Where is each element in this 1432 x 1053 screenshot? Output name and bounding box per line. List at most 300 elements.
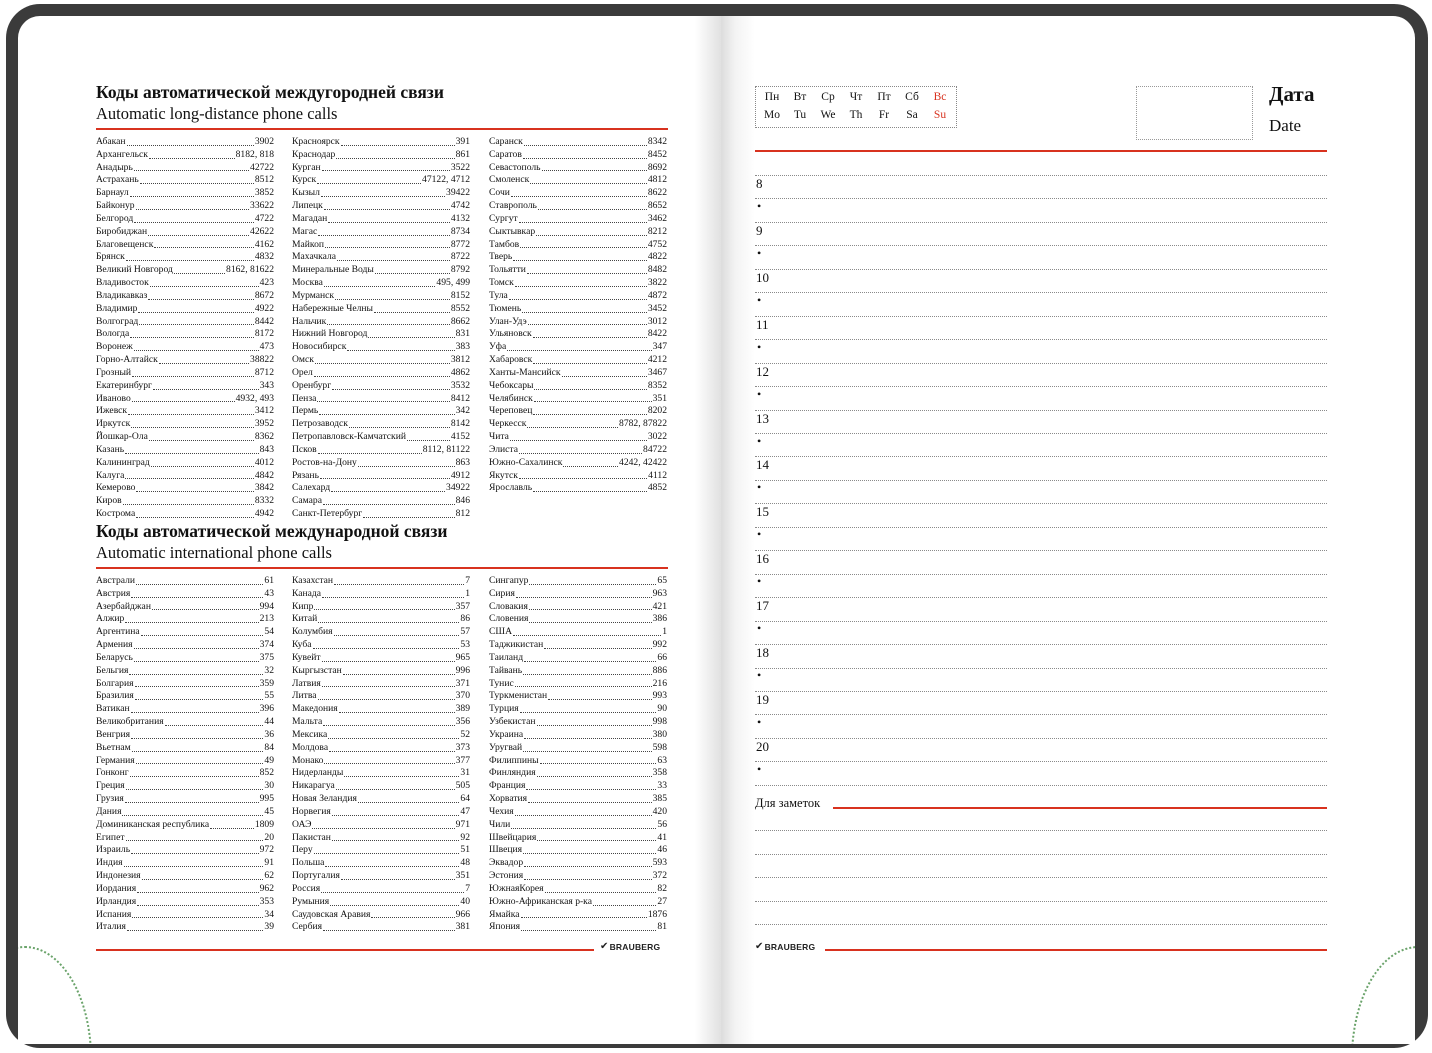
entry-code: 4752 [647, 238, 667, 250]
leader-dots [314, 367, 450, 377]
code-entry [292, 652, 470, 665]
leader-dots [141, 626, 264, 636]
leader-dots [149, 149, 235, 159]
entry-code: 993 [652, 690, 667, 702]
entry-name: Филиппины [489, 754, 539, 766]
leader-dots [137, 883, 258, 893]
code-entry [292, 870, 470, 883]
entry-code: 994 [259, 600, 274, 612]
entry-code: 3012 [647, 315, 667, 327]
leader-dots [131, 588, 263, 598]
code-entry [489, 149, 667, 162]
bullet-marker: • [757, 668, 762, 682]
bullet-marker: • [757, 714, 762, 729]
entry-code: 473 [259, 341, 274, 353]
entry-name: Южно-Африканская р-ка [489, 895, 592, 907]
code-entry [489, 328, 667, 341]
entry-name: Хабаровск [489, 354, 533, 366]
code-entry [96, 316, 274, 329]
leader-dots [513, 251, 647, 261]
entry-name: Ямайка [489, 908, 520, 920]
entry-name: Турция [489, 703, 519, 715]
leader-dots [148, 226, 249, 236]
leader-dots [317, 393, 449, 403]
code-entry [292, 921, 470, 934]
code-entry [292, 857, 470, 870]
code-entry [96, 844, 274, 857]
leader-dots [125, 793, 259, 803]
entry-code: 351 [652, 392, 667, 404]
entry-name: Саратов [489, 148, 522, 160]
entry-code: 4942 [254, 508, 274, 520]
code-entry [489, 174, 667, 187]
entry-name: Чита [489, 431, 509, 443]
entry-code: 4242, 42422 [619, 456, 667, 468]
entry-code: 3467 [647, 366, 667, 378]
code-entry [292, 457, 470, 470]
entry-name: Чебоксары [489, 379, 534, 391]
entry-name: Иваново [96, 392, 131, 404]
code-entry [489, 239, 667, 252]
leader-dots [321, 187, 445, 197]
entry-name: Литва [292, 690, 317, 702]
entry-code: 852 [259, 767, 274, 779]
leader-dots [128, 405, 254, 415]
code-entry [292, 380, 470, 393]
code-entry [489, 909, 667, 922]
entry-code: 46 [657, 844, 667, 856]
entry-name: Таиланд [489, 651, 524, 663]
code-entry [292, 793, 470, 806]
code-entry [292, 613, 470, 626]
weekday-ru-1[interactable]: Вт [793, 91, 807, 103]
entry-code: 20 [264, 831, 274, 843]
code-entry [96, 832, 274, 845]
code-entry [96, 716, 274, 729]
entry-name: Аргентина [96, 626, 140, 638]
weekday-en-1[interactable]: Tu [793, 109, 807, 121]
entry-name: Самара [292, 495, 322, 507]
entry-name: Мальта [292, 716, 323, 728]
leader-dots [149, 431, 254, 441]
entry-code: 4872 [647, 289, 667, 301]
entry-code: 8352 [647, 379, 667, 391]
entry-name: Анадырь [96, 161, 133, 173]
entry-code: 356 [455, 716, 470, 728]
entry-name: Томск [489, 277, 514, 289]
code-entry [292, 290, 470, 303]
code-entry [489, 393, 667, 406]
code-entry [489, 341, 667, 354]
entry-name: США [489, 626, 513, 638]
leader-dots [123, 495, 254, 505]
leader-dots [527, 264, 647, 274]
entry-name: Владикавказ [96, 289, 148, 301]
code-entry [96, 200, 274, 213]
entry-code: 33 [657, 780, 667, 792]
weekday-en-5[interactable]: Sa [906, 109, 918, 121]
code-entry [292, 200, 470, 213]
code-entry [292, 716, 470, 729]
ruled-line [755, 339, 1327, 340]
leader-dots [174, 264, 225, 274]
entry-code: 4912 [450, 469, 470, 481]
entry-code: 44 [264, 716, 274, 728]
entry-code: 370 [455, 690, 470, 702]
code-entry [489, 652, 667, 665]
entry-code: 998 [652, 716, 667, 728]
entry-name: Армения [96, 639, 133, 651]
entry-code: 91 [264, 857, 274, 869]
entry-name: Йошкар-Ола [96, 431, 148, 443]
entry-name: Беларусь [96, 651, 133, 663]
entry-name: Байконур [96, 200, 135, 212]
weekday-ru-4[interactable]: Пт [877, 91, 891, 103]
entry-name: Вологда [96, 328, 130, 340]
code-entry [292, 806, 470, 819]
hour-label: 8 [756, 176, 763, 191]
entry-name: Пакистан [292, 831, 331, 843]
code-entry [292, 405, 470, 418]
leader-dots [329, 742, 455, 752]
entry-name: Орел [292, 366, 313, 378]
entry-code: 8212 [647, 225, 667, 237]
leader-dots [136, 755, 264, 765]
weekday-en-6[interactable]: Su [933, 109, 947, 121]
entry-code: 420 [652, 805, 667, 817]
code-entry [292, 367, 470, 380]
code-entry [292, 431, 470, 444]
codes-column [96, 136, 274, 521]
code-entry [292, 883, 470, 896]
code-entry [292, 690, 470, 703]
weekday-ru-0[interactable]: Пн [764, 91, 780, 103]
entry-code: 3452 [647, 302, 667, 314]
entry-name: Перу [292, 844, 313, 856]
left-page [18, 16, 721, 1044]
leader-dots [336, 149, 454, 159]
entry-code: 8422 [647, 328, 667, 340]
header-red-rule [755, 150, 1327, 152]
bullet-marker: • [757, 199, 762, 213]
entry-code: 358 [652, 767, 667, 779]
leader-dots [528, 793, 652, 803]
entry-code: 351 [455, 870, 470, 882]
leader-dots [522, 303, 647, 313]
leader-dots [332, 380, 450, 390]
leader-dots [135, 678, 259, 688]
leader-dots [131, 729, 263, 739]
entry-code: 36 [264, 728, 274, 740]
entry-name: Ватикан [96, 703, 130, 715]
entry-name: Никарагуа [292, 780, 335, 792]
entry-name: Новая Зеландия [292, 793, 357, 805]
weekday-en-4[interactable]: Fr [878, 109, 890, 121]
entry-name: ЮжнаяКорея [489, 882, 544, 894]
weekday-ru-2[interactable]: Ср [821, 91, 835, 103]
entry-name: Куба [292, 639, 312, 651]
entry-code: 372 [652, 870, 667, 882]
leader-dots [321, 883, 464, 893]
entry-code: 972 [259, 844, 274, 856]
weekday-en-2[interactable]: We [820, 109, 836, 121]
ruled-line [755, 644, 1327, 645]
code-entry [489, 870, 667, 883]
leader-dots [524, 652, 656, 662]
entry-code: 3842 [254, 482, 274, 494]
weekday-en-0[interactable]: Mo [764, 109, 780, 121]
leader-dots [125, 470, 253, 480]
entry-name: Чехия [489, 805, 514, 817]
entry-name: Эквадор [489, 857, 524, 869]
code-entry [96, 431, 274, 444]
entry-name: Франция [489, 780, 526, 792]
entry-code: 359 [259, 677, 274, 689]
leader-dots [336, 780, 455, 790]
code-entry [489, 482, 667, 495]
entry-code: 63 [657, 754, 667, 766]
entry-code: 42722 [250, 161, 274, 173]
code-entry [292, 678, 470, 691]
entry-name: Узбекистан [489, 716, 536, 728]
leader-dots [537, 832, 656, 842]
leader-dots [131, 703, 259, 713]
code-entry [292, 328, 470, 341]
entry-code: 357 [455, 600, 470, 612]
leader-dots [134, 652, 259, 662]
leader-dots [136, 482, 253, 492]
entry-name: Нальчик [292, 315, 327, 327]
entry-code: 4832 [254, 251, 274, 263]
entry-code: 8452 [647, 148, 667, 160]
leader-dots [126, 251, 254, 261]
ruled-line [755, 222, 1327, 223]
entry-code: 963 [652, 587, 667, 599]
entry-name: Казахстан [292, 575, 334, 586]
leader-dots [134, 341, 259, 351]
notes-ruled-line [755, 877, 1327, 878]
entry-name: Кемерово [96, 482, 136, 494]
entry-name: Португалия [292, 870, 340, 882]
right-page [721, 16, 1415, 1044]
entry-code: 40 [460, 895, 470, 907]
weekday-selector [755, 86, 957, 128]
leader-dots [322, 678, 455, 688]
code-entry [96, 703, 274, 716]
leader-dots [593, 896, 656, 906]
entry-code: 41 [657, 831, 667, 843]
code-entry [292, 149, 470, 162]
entry-code: 8142 [450, 418, 470, 430]
entry-code: 48 [460, 857, 470, 869]
ruled-line [755, 738, 1327, 739]
entry-name: Улан-Удэ [489, 315, 527, 327]
leader-dots [507, 341, 651, 351]
leader-dots [363, 508, 454, 518]
hour-label: 9 [756, 222, 763, 238]
entry-name: Вьетнам [96, 741, 131, 753]
entry-name: Швейцария [489, 831, 537, 843]
leader-dots [134, 213, 254, 223]
code-entry [489, 136, 667, 149]
leader-dots [548, 690, 651, 700]
entry-name: Смоленск [489, 174, 530, 186]
entry-name: Набережные Челны [292, 302, 373, 314]
leader-dots [142, 870, 264, 880]
leader-dots [533, 405, 646, 415]
code-entry [96, 575, 274, 588]
code-entry [292, 575, 470, 588]
entry-code: 8662 [450, 315, 470, 327]
leader-dots [537, 716, 652, 726]
leader-dots [313, 639, 460, 649]
entry-code: 84722 [643, 443, 667, 455]
entry-name: Кыргызстан [292, 664, 342, 676]
entry-code: 47 [460, 805, 470, 817]
entry-name: Израиль [96, 844, 131, 856]
code-entry [489, 896, 667, 909]
leader-dots [154, 239, 253, 249]
entry-name: Чили [489, 818, 511, 830]
date-field-box[interactable] [1136, 86, 1253, 140]
entry-code: 4112 [648, 469, 667, 481]
date-label-en: Date [1269, 116, 1302, 135]
code-entry [292, 896, 470, 909]
leader-dots [314, 844, 460, 854]
code-entry [489, 613, 667, 626]
bullet-marker: • [757, 761, 762, 776]
entry-code: 32 [264, 664, 274, 676]
code-entry [489, 418, 667, 431]
entry-name: Германия [96, 754, 135, 766]
entry-name: Белгород [96, 212, 134, 224]
code-entry [489, 780, 667, 793]
entry-name: Египет [96, 831, 125, 843]
leader-dots [131, 418, 254, 428]
code-entry [292, 588, 470, 601]
code-entry [292, 508, 470, 521]
weekday-ru-5[interactable]: Сб [905, 91, 919, 103]
entry-code: 3462 [647, 212, 667, 224]
ruled-line [755, 410, 1327, 411]
entry-name: Калининград [96, 456, 150, 468]
entry-name: Тула [489, 289, 508, 301]
entry-code: 1 [465, 587, 470, 599]
code-entry [96, 857, 274, 870]
entry-code: 8342 [647, 136, 667, 147]
weekday-ru-6[interactable]: Вс [933, 91, 947, 103]
code-entry [96, 652, 274, 665]
code-entry [292, 418, 470, 431]
international-codes-title: Коды автоматической международной связи [96, 521, 448, 541]
entry-code: 3812 [450, 354, 470, 366]
entry-name: Ростов-на-Дону [292, 456, 357, 468]
leader-dots [534, 380, 646, 390]
leader-dots [151, 457, 254, 467]
entry-name: Тверь [489, 251, 513, 263]
code-entry [489, 187, 667, 200]
code-entry [96, 896, 274, 909]
leader-dots [562, 367, 647, 377]
entry-name: Кувейт [292, 651, 321, 663]
leader-dots [523, 665, 651, 675]
code-entry [292, 626, 470, 639]
entry-name: Петрозаводск [292, 418, 348, 430]
code-entry [96, 767, 274, 780]
entry-code: 61 [264, 575, 274, 586]
entry-name: Абакан [96, 136, 126, 147]
leader-dots [124, 857, 264, 867]
leader-dots [523, 844, 656, 854]
entry-name: Благовещенск [96, 238, 154, 250]
hour-label: 20 [756, 738, 769, 754]
leader-dots [533, 354, 647, 364]
entry-code: 4152 [450, 431, 470, 443]
leader-dots [132, 909, 263, 919]
leader-dots [538, 200, 647, 210]
leader-dots [371, 909, 454, 919]
leader-dots [318, 226, 450, 236]
leader-dots [322, 162, 450, 172]
hour-label: 19 [756, 691, 769, 707]
entry-code: 4852 [647, 482, 667, 494]
date-label-ru: Дата [1269, 82, 1315, 106]
leader-dots [349, 418, 450, 428]
entry-name: Курган [292, 161, 321, 173]
ruled-line [755, 761, 1327, 762]
entry-code: 812 [455, 508, 470, 520]
entry-code: 861 [455, 148, 470, 160]
entry-code: 8202 [647, 405, 667, 417]
ruled-line [755, 480, 1327, 481]
code-entry [292, 226, 470, 239]
leader-dots [524, 729, 651, 739]
code-entry [96, 251, 274, 264]
code-entry [489, 588, 667, 601]
weekday-ru-3[interactable]: Чт [849, 91, 863, 103]
entry-code: 39422 [446, 187, 470, 199]
entry-code: 39 [264, 921, 274, 933]
code-entry [489, 264, 667, 277]
code-entry [292, 162, 470, 175]
entry-code: 598 [652, 741, 667, 753]
entry-name: Греция [96, 780, 125, 792]
entry-code: 8722 [450, 251, 470, 263]
code-entry [96, 588, 274, 601]
leader-dots [137, 896, 258, 906]
leader-dots [153, 380, 259, 390]
leader-dots [140, 174, 254, 184]
entry-name: Туркменистан [489, 690, 548, 702]
leader-dots [375, 264, 450, 274]
entry-code: 996 [455, 664, 470, 676]
entry-code: 54 [264, 626, 274, 638]
leader-dots [159, 354, 249, 364]
leader-dots [521, 909, 647, 919]
entry-name: Латвия [292, 677, 321, 689]
code-entry [489, 290, 667, 303]
code-entry [489, 277, 667, 290]
leader-dots [545, 883, 657, 893]
entry-name: Словакия [489, 600, 528, 612]
code-entry [489, 213, 667, 226]
entry-code: 8482 [647, 264, 667, 276]
entry-code: 8152 [450, 289, 470, 301]
entry-code: 81 [657, 921, 667, 933]
weekday-en-3[interactable]: Th [849, 109, 863, 121]
leader-dots [125, 613, 258, 623]
entry-name: Доминиканская республика [96, 818, 210, 830]
